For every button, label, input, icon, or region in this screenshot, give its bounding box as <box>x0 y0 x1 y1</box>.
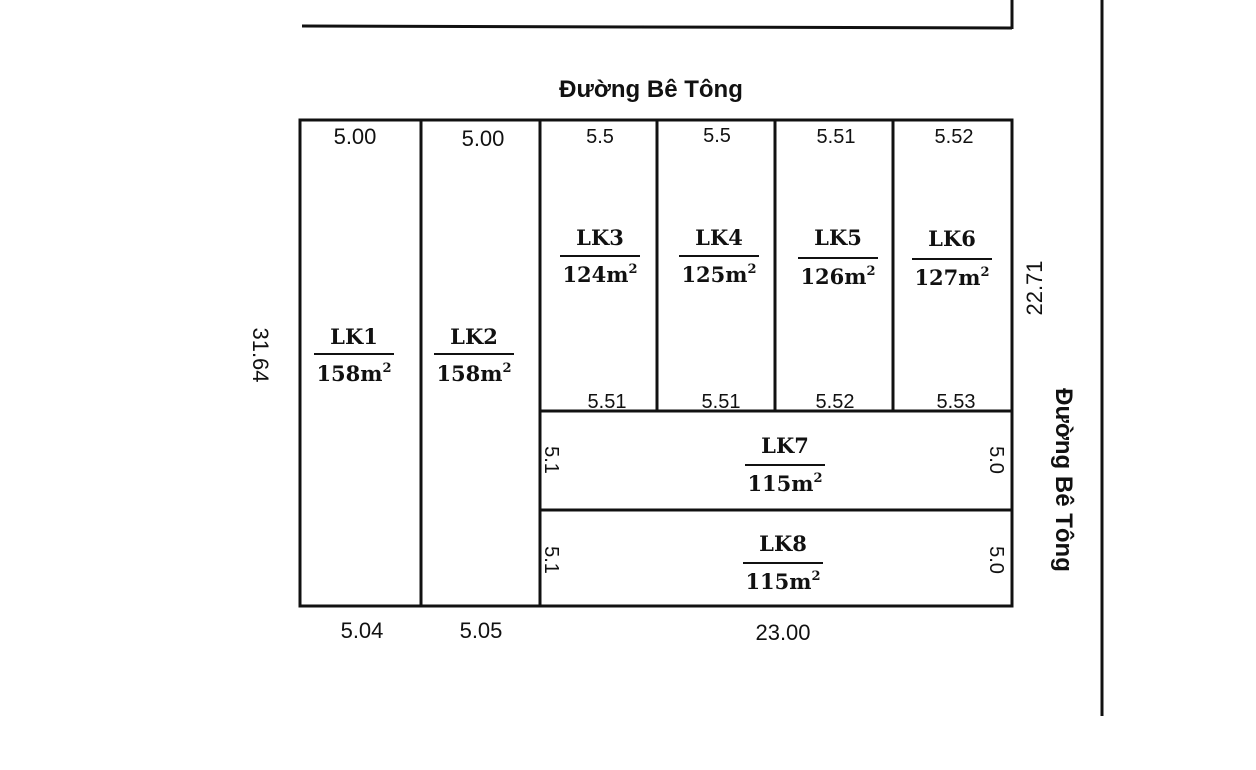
lot-name: LK8 <box>759 531 807 556</box>
lot-label-lk5 <box>798 225 878 289</box>
svg-text:115m2 <box>745 569 820 594</box>
lot-label-lk1 <box>314 324 394 386</box>
dimension-mid-lk6: 5.53 <box>936 391 976 413</box>
lot-area: 115m <box>745 569 812 594</box>
unit-superscript: 2 <box>811 569 821 584</box>
dimension-mid-lk5: 5.52 <box>815 391 855 413</box>
lot-name: LK5 <box>814 225 862 250</box>
unit-superscript: 2 <box>502 361 512 376</box>
svg-text:158m2 <box>436 361 511 386</box>
lot-name: LK7 <box>761 433 809 458</box>
lot-label-lk7 <box>745 433 825 496</box>
lot-area: 124m <box>562 262 629 287</box>
unit-superscript: 2 <box>382 361 392 376</box>
lot-area: 126m <box>800 264 867 289</box>
svg-text:127m2 <box>914 265 989 290</box>
lot-label-lk8 <box>743 531 823 594</box>
lot-label-lk4 <box>679 225 759 287</box>
lot-name: LK2 <box>450 324 498 349</box>
svg-text:125m2 <box>681 262 756 287</box>
dimension-bottom-lk1: 5.04 <box>340 618 384 643</box>
dimension-left-depth: 31.64 <box>248 327 273 383</box>
dimension-top-lk3: 5.5 <box>586 126 614 148</box>
lot-label-lk3 <box>560 225 640 287</box>
dimension-lk7-left: 5.1 <box>540 446 562 474</box>
road-label-right: Đường Bê Tông <box>1050 388 1077 572</box>
unit-superscript: 2 <box>866 264 876 279</box>
lot-name: LK1 <box>330 324 378 349</box>
svg-text:115m2 <box>747 471 822 496</box>
lot-name: LK6 <box>928 226 976 251</box>
dimension-mid-lk4: 5.51 <box>701 391 741 413</box>
dimension-bottom-lk2: 5.05 <box>459 618 503 643</box>
lot-label-lk6 <box>912 226 992 290</box>
dimension-top-lk2: 5.00 <box>461 126 505 151</box>
dimension-mid-lk3: 5.51 <box>587 391 627 413</box>
dimension-top-lk1: 5.00 <box>333 124 377 149</box>
neighbor-boundary <box>302 0 1012 29</box>
dimension-right-depth: 22.71 <box>1022 260 1047 316</box>
lot-label-lk2 <box>434 324 514 386</box>
lot-area: 127m <box>914 265 981 290</box>
dimension-top-lk6: 5.52 <box>934 126 974 148</box>
road-label-top: Đường Bê Tông <box>559 76 743 103</box>
dimension-top-lk4: 5.5 <box>703 125 731 147</box>
unit-superscript: 2 <box>813 471 823 486</box>
lot-area: 125m <box>681 262 748 287</box>
lot-area: 158m <box>436 361 503 386</box>
svg-text:124m2 <box>562 262 637 287</box>
dimension-lk8-right: 5.0 <box>985 546 1007 574</box>
dimension-top-lk5: 5.51 <box>816 126 856 148</box>
dimension-bottom-lk7-lk8: 23.00 <box>755 620 811 645</box>
svg-text:126m2 <box>800 264 875 289</box>
lot-area: 115m <box>747 471 814 496</box>
lot-area: 158m <box>316 361 383 386</box>
lot-name: LK4 <box>695 225 743 250</box>
lot-boundaries <box>300 120 1012 606</box>
svg-text:158m2 <box>316 361 391 386</box>
unit-superscript: 2 <box>980 265 990 280</box>
dimension-lk7-right: 5.0 <box>985 446 1007 474</box>
dimension-lk8-left: 5.1 <box>540 546 562 574</box>
unit-superscript: 2 <box>747 262 757 277</box>
lot-name: LK3 <box>576 225 624 250</box>
unit-superscript: 2 <box>628 262 638 277</box>
